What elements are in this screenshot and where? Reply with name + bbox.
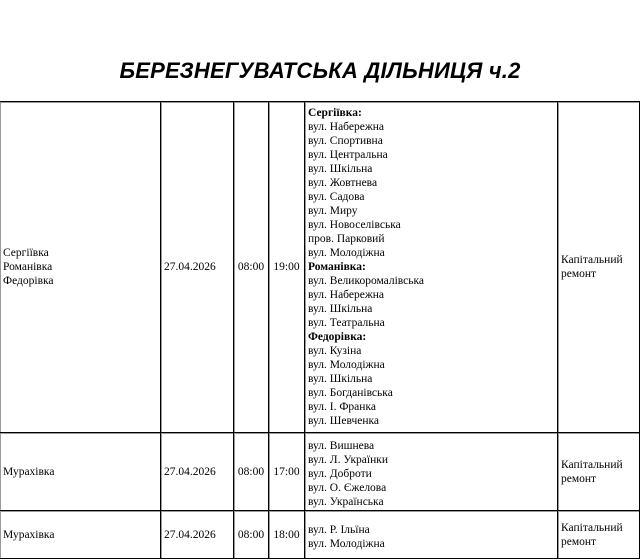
settlement-name: Федорівка [3,275,54,287]
street-item: вул. Театральна [308,317,385,329]
village-heading: Сергіївка: [308,107,362,119]
streets-cell [305,433,558,511]
village-heading: Романівка: [308,261,366,273]
work-type-cell [558,102,640,433]
street-item: вул. Молодіжна [308,537,385,550]
street-item: вул. Шкільна [308,163,373,175]
street-item: пров. Парковий [308,233,385,245]
street-item: вул. Набережна [308,121,385,133]
streets-cell [305,511,558,559]
village-heading: Федорівка: [308,331,367,343]
street-item: вул. Центральна [308,149,388,161]
street-item: вул. Шкільна [308,303,373,315]
street-item: вул. Українська [308,495,384,508]
settlement-name: Сергіївка [3,247,49,259]
street-item: вул. Спортивна [308,135,383,147]
street-item: вул. Богданівська [308,387,393,399]
date-cell: 27.04.2026 [161,511,234,559]
settlement-name: Романівка [3,261,53,273]
table-row [0,511,640,559]
work-type-line: Капітальний [561,458,623,471]
work-type-line: Капітальний [561,521,623,534]
work-type-cell [558,433,640,511]
page-title: БЕРЕЗНЕГУВАТСЬКА ДІЛЬНИЦЯ ч.2 [119,58,521,83]
settlements-cell [0,511,161,559]
end-time-cell: 17:00 [269,433,305,511]
streets-cell [305,102,558,433]
street-item: вул. Доброти [308,467,372,480]
settlements-cell [0,102,161,433]
table-row [0,102,640,433]
street-item: вул. Шевченка [308,415,380,427]
street-item: вул. Кузіна [308,345,362,357]
outage-schedule-table [0,101,640,559]
street-item: вул. І. Франка [308,401,376,413]
settlement-name: Мурахівка [3,528,55,541]
date-cell: 27.04.2026 [161,102,234,433]
work-type-line: Капітальний [561,254,623,266]
end-time-cell: 18:00 [269,511,305,559]
street-item: вул. Садова [308,191,365,203]
street-item: вул. Миру [308,205,358,217]
street-item: вул. Молодіжна [308,359,385,371]
work-type-cell [558,511,640,559]
date-cell: 27.04.2026 [161,433,234,511]
work-type-line: ремонт [561,535,597,548]
street-item: вул. О. Єжелова [308,481,387,494]
street-item: вул. Р. Ільїна [308,523,370,536]
table-row [0,433,640,511]
street-item: вул. Шкільна [308,373,373,385]
street-item: вул. Великоромалівська [308,275,425,287]
settlement-name: Мурахівка [3,465,55,478]
start-time-cell: 08:00 [234,511,269,559]
street-item: вул. Жовтнева [308,177,378,189]
settlements-cell [0,433,161,511]
end-time-cell: 19:00 [269,102,305,433]
street-item: вул. Набережна [308,289,385,301]
work-type-line: ремонт [561,268,597,280]
start-time-cell: 08:00 [234,102,269,433]
street-item: вул. Новоселівська [308,219,401,231]
start-time-cell: 08:00 [234,433,269,511]
street-item: вул. Вишнева [308,439,375,452]
street-item: вул. Л. Українки [308,453,388,466]
street-item: вул. Молодіжна [308,247,385,259]
work-type-line: ремонт [561,472,597,485]
